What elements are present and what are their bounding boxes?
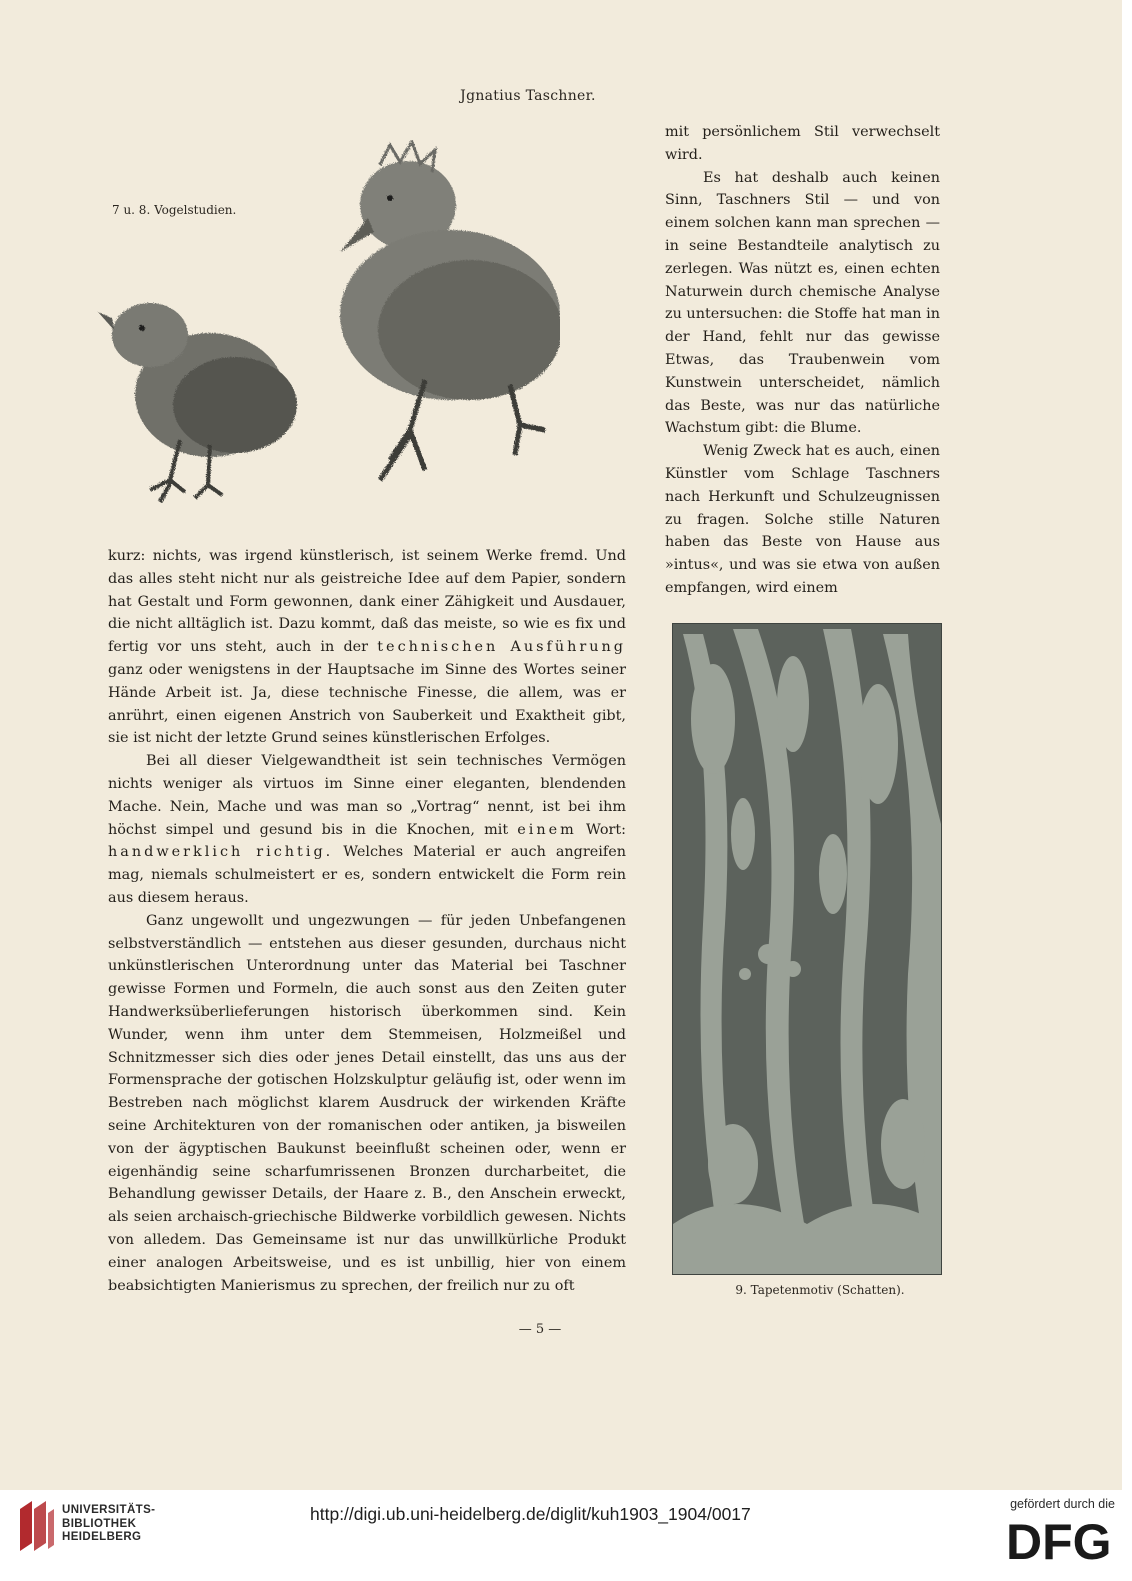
funded-by-label: gefördert durch die — [1010, 1497, 1115, 1511]
main-paragraph-3: Ganz ungewollt und ungezwungen — für jeden Unbefangenen selbstverständlich — entstehen aus dieser gesunden, durchaus nicht unkünstlerischen Unterordnung unter das Material bei Taschner gewisse Formen und Formeln, die auch sonst aus den Zeiten guter Handwerksüberlieferungen historisch überkommen sind. Kein Wunder, wenn ihm unter dem Stemmeisen, Holzmeißel und Schnitzmesser sich dies oder jenes Detail einstellt, das uns aus der Formensprache der gotischen Holzskulptur geläufig ist, oder wenn im Bestreben nach möglichst klarem Ausdruck der wirkenden Kräfte seine Architekturen von der romanischen oder antiken, ja bisweilen von der ägyptischen Baukunst beeinflußt scheinen oder, wenn er eigenhändig seine scharfumrissenen Bronzen durcharbeitet, die Behandlung gewisser Details, der Haare z. B., den Anschein erweckt, als seien archaisch-griechische Bildwerke vorbildlich gewesen. Nichts von alledem. Das Gemeinsame ist nur das unwillkürliche Produkt einer analogen Arbeitsweise, und es ist unbillig, hier von einem beabsichtigten Manierismus zu sprechen, der freilich nur zu oft — [108, 912, 626, 1294]
dfg-logo-text: DFG — [1006, 1515, 1112, 1563]
birds-caption: 7 u. 8. Vogelstudien. — [112, 203, 237, 217]
right-paragraph-1: mit persönlichem Stil verwechselt wird. — [665, 124, 940, 163]
main-column-text — [108, 545, 626, 1297]
source-url-link[interactable]: http://digi.ub.uni-heidelberg.de/diglit/kuh1903_1904/0017 — [310, 1504, 751, 1524]
right-paragraph-3: Wenig Zweck hat es auch, einen Künstler vom Schlage Taschners nach Herkunft und Schulzeugnissen zu fragen. Solche stille Naturen haben das Beste von Hause aus »intus«, und was sie etwa von außen empfangen, wird einem — [665, 443, 940, 596]
right-paragraph-2: Es hat deshalb auch keinen Sinn, Taschners Stil — und von einem solchen kann man sprechen — in seine Bestandteile analytisch zu zerlegen. Was nützt es, einen echten Naturwein durch chemische Analyse zu untersuchen: die Stoffe hat man in der Hand, fehlt nur das gewisse Etwas, das Traubenwein vom Kunstwein unterscheidet, nämlich das Beste, was nur das natürliche Wachstum gibt: die Blume. — [665, 169, 940, 437]
bird-sketch-icon — [90, 140, 560, 525]
main-paragraph-1 — [108, 545, 626, 750]
main-p2-spaced-1: einem — [517, 821, 577, 838]
institution-line-2: BIBLIOTHEK — [62, 1517, 137, 1530]
main-p2-c: Wort: — [586, 821, 627, 838]
page-edge — [1122, 0, 1132, 1490]
large-chick-sketch — [340, 142, 560, 480]
wallpaper-caption: 9. Tapetenmotiv (Schatten). — [735, 1283, 905, 1297]
page-number: — 5 — — [518, 1322, 562, 1337]
main-p1-c: ganz oder wenigstens in der Hauptsache im Sinne des Wortes seiner Hände Arbeit ist. Ja, diese technische Finesse, die allem, was er anrührt, einen eigenen Anstrich von Sauberkeit und Exaktheit gibt, sie ist nicht der letzte Grund seines künstlerischen Erfolges. — [108, 661, 626, 747]
main-paragraph-2 — [108, 750, 626, 910]
institution-line-3: HEIDELBERG — [62, 1531, 142, 1543]
small-chick-sketch — [98, 303, 297, 502]
main-p2-a: Bei all dieser Vielgewandtheit ist sein technisches Vermögen nichts weniger als virtuos im Sinne einer eleganten, blendenden Mache. Nein, Mache und was man so „Vortrag“ nennt, ist bei ihm höchst simpel und gesund bis in die Knochen, mit — [108, 753, 626, 838]
right-column-text — [665, 121, 940, 600]
main-p2-e: Welches Material er auch angreifen mag, niemals schulmeistert er es, sondern entwickelt die Form rein aus diesem heraus. — [108, 844, 627, 906]
main-p1-spaced: technischen Ausführung — [377, 639, 626, 656]
library-logo-icon — [16, 1499, 56, 1553]
institution-line-1: UNIVERSITÄTS- — [62, 1504, 156, 1516]
wallpaper-pattern-icon — [672, 623, 942, 1275]
dfg-logo-icon — [1004, 1515, 1116, 1563]
main-p2-spaced-2: handwerklich richtig. — [108, 844, 334, 861]
institution-name — [62, 1504, 155, 1545]
running-title: Jgnatius Taschner. — [460, 88, 596, 104]
main-p1-a: kurz: nichts, was irgend künstlerisch, ist seinem Werke fremd. Und das alles steht nicht nur als geistreiche Idee auf dem Papier, sondern hat Gestalt und Form gewonnen, dank einer Zähigkeit und Ausdauer, die nicht alltäglich ist. Dazu kommt, daß das meiste, so wie es fix und fertig vor uns steht, auch in der — [108, 548, 626, 656]
